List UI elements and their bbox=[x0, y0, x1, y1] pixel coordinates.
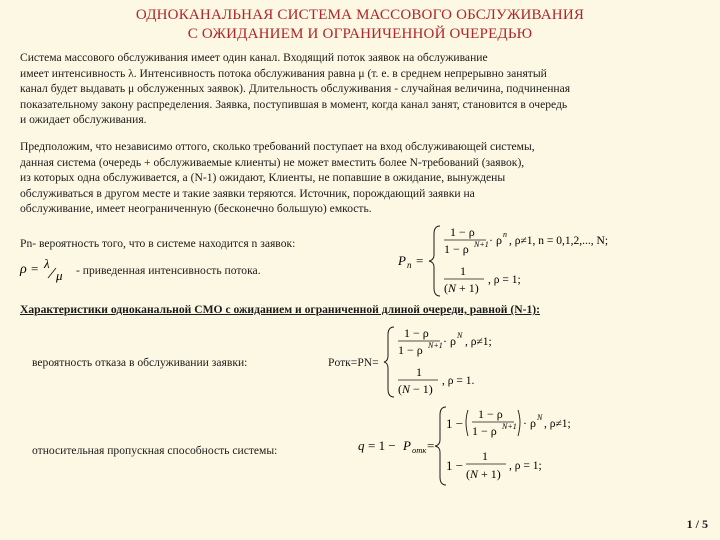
rho-definition-label: - приведенная интенсивность потока. bbox=[76, 264, 261, 277]
throughput-label: относительная пропускная способность системы: bbox=[32, 444, 278, 457]
svg-text:1 −: 1 − bbox=[446, 458, 464, 473]
svg-text:n: n bbox=[503, 230, 507, 239]
svg-text:1: 1 bbox=[416, 365, 422, 379]
pn-condition-1: , ρ≠1, n = 0,1,2,..., N; bbox=[509, 235, 609, 247]
svg-text:N: N bbox=[457, 331, 463, 340]
svg-text:1: 1 bbox=[482, 449, 488, 463]
pn-formula bbox=[396, 222, 656, 300]
intro-paragraph bbox=[20, 50, 690, 128]
intro-line: и ожидает обслуживания. bbox=[20, 113, 147, 127]
svg-text:N+1: N+1 bbox=[502, 422, 517, 431]
assumption-line: данная система (очередь + обслуживаемые клиенты) не может вместить более N-требований (заявок), bbox=[20, 155, 525, 169]
svg-text:P: P bbox=[398, 253, 406, 268]
throughput-condition-1: , ρ≠1; bbox=[544, 418, 571, 430]
intro-line: Система массового обслуживания имеет один канал. Входящий поток заявок на обслуживание bbox=[20, 51, 488, 64]
svg-text:отк: отк bbox=[412, 445, 427, 455]
svg-text:1 − ρ: 1 − ρ bbox=[404, 326, 429, 340]
svg-text:=: = bbox=[427, 438, 435, 453]
throughput-condition-2: , ρ = 1; bbox=[509, 460, 542, 472]
svg-text:(N + 1): (N + 1) bbox=[466, 467, 501, 481]
svg-text:· ρ: · ρ bbox=[443, 334, 456, 348]
title-line-1: ОДНОКАНАЛЬНАЯ СИСТЕМА МАССОВОГО ОБСЛУЖИВАНИЯ bbox=[135, 7, 585, 23]
svg-text:P: P bbox=[403, 438, 411, 453]
svg-text:(N + 1): (N + 1) bbox=[444, 281, 479, 295]
refusal-probability-formula bbox=[384, 324, 564, 400]
intro-line: канал будет выдавать μ обслуженных заявок). Длительность обслуживания - случайная величина, подчиненная bbox=[20, 82, 571, 96]
svg-text:· ρ: · ρ bbox=[489, 233, 502, 247]
svg-text:1 − ρ: 1 − ρ bbox=[398, 343, 423, 357]
svg-text:N+1: N+1 bbox=[428, 341, 443, 350]
svg-text:n: n bbox=[407, 260, 412, 270]
svg-text:ρ: ρ bbox=[20, 262, 27, 277]
svg-text:q: q bbox=[358, 438, 365, 453]
assumption-line: обслуживаться в другом месте и такие заявки теряются. Источник, порождающий заявки на bbox=[20, 186, 475, 200]
characteristics-heading: Характеристики одноканальной СМО с ожиданием и ограниченной длиной очереди, равной (N-1): bbox=[20, 303, 540, 316]
page-title bbox=[0, 6, 720, 44]
pn-condition-2: , ρ = 1; bbox=[488, 274, 521, 286]
assumption-line: Предположим, что независимо оттого, сколько требований поступает на вход обслуживающей системы, bbox=[20, 140, 535, 153]
svg-text:1 −: 1 − bbox=[446, 416, 464, 431]
svg-text:1 − ρ: 1 − ρ bbox=[472, 424, 497, 438]
svg-text:1 − ρ: 1 − ρ bbox=[444, 242, 469, 256]
svg-text:=: = bbox=[31, 261, 39, 276]
intro-line: имеет интенсивность λ. Интенсивность потока обслуживания равна μ (т. е. в среднем непрерывно занятый bbox=[20, 66, 547, 80]
rho-definition-formula bbox=[20, 258, 82, 282]
refusal-probability-label: вероятность отказа в обслуживании заявки: bbox=[32, 356, 248, 369]
svg-text:= 1 −: = 1 − bbox=[368, 438, 396, 453]
svg-text:1 − ρ: 1 − ρ bbox=[450, 225, 475, 239]
svg-text:1 − ρ: 1 − ρ bbox=[478, 407, 503, 421]
svg-text:1: 1 bbox=[460, 264, 466, 278]
refusal-symbol: Pотк=PN= bbox=[328, 356, 379, 369]
refusal-condition-1: , ρ≠1; bbox=[465, 336, 492, 348]
assumption-line: обслуживание, имеет неограниченную (бесконечно большую) емкость. bbox=[20, 202, 372, 216]
assumption-line: из которых одна обслуживается, а (N-1) ожидают, Клиенты, не попавшие в ожидание, вынуждены bbox=[20, 171, 506, 185]
page-number: 1 / 5 bbox=[686, 517, 708, 531]
svg-text:N+1: N+1 bbox=[474, 240, 489, 249]
svg-text:· ρ: · ρ bbox=[523, 416, 536, 430]
svg-text:=: = bbox=[416, 253, 424, 268]
intro-line: показательному закону распределения. Заявка, поступившая в момент, когда канал занят, становится в очередь bbox=[20, 97, 568, 111]
svg-text:μ: μ bbox=[56, 268, 63, 283]
title-line-2: С ОЖИДАНИЕМ И ОГРАНИЧЕННОЙ ОЧЕРЕДЬЮ bbox=[187, 26, 533, 42]
pn-definition: Pn- вероятность того, что в системе находится n заявок: bbox=[20, 237, 296, 250]
refusal-condition-2: , ρ = 1. bbox=[442, 375, 475, 387]
throughput-formula bbox=[358, 402, 618, 492]
svg-text:N: N bbox=[537, 413, 543, 422]
svg-text:(N − 1): (N − 1) bbox=[398, 382, 433, 396]
assumption-paragraph bbox=[20, 139, 690, 217]
svg-text:λ: λ bbox=[44, 256, 50, 271]
